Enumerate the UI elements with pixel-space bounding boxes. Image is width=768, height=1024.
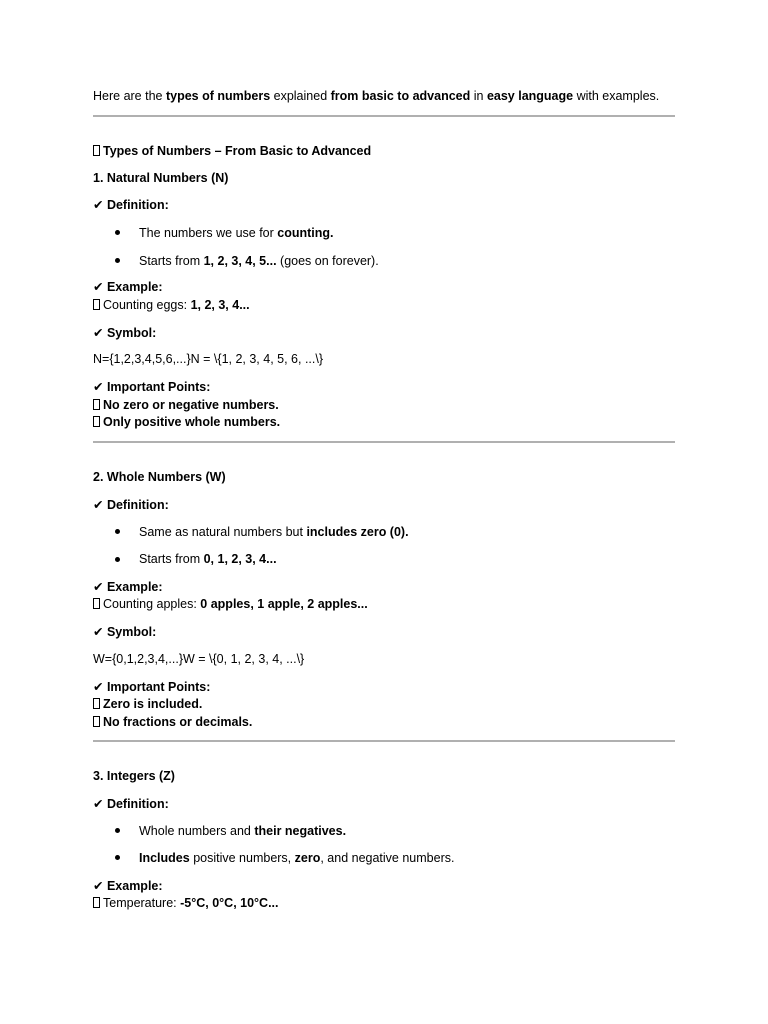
points-label: ✔ Important Points:: [93, 680, 211, 694]
symbol-text: N={1,2,3,4,5,6,...}N = \{1, 2, 3, 4, 5, 6, ...\}: [93, 352, 324, 366]
section-heading: 1. Natural Numbers (N): [93, 171, 229, 185]
intro-emphasis: types of numbers: [165, 89, 271, 103]
missing-glyph-icon: [93, 698, 100, 709]
section-heading: 2. Whole Numbers (W): [93, 470, 226, 484]
intro-emphasis: easy language: [486, 89, 574, 103]
intro-text: in: [470, 89, 487, 103]
intro-text: explained: [270, 89, 331, 103]
list-item: The numbers we use for counting.: [139, 226, 334, 240]
missing-glyph-icon: [93, 416, 100, 427]
missing-glyph-icon: [93, 299, 100, 310]
divider: [93, 115, 675, 117]
definition-label: ✔ Definition:: [93, 498, 169, 512]
list-item: Same as natural numbers but includes zero (0).: [139, 525, 409, 539]
list-item: Starts from 0, 1, 2, 3, 4...: [139, 552, 277, 566]
definition-label: ✔ Definition:: [93, 198, 169, 212]
bullet-icon: [115, 855, 120, 860]
intro-text: with examples.: [573, 89, 660, 103]
point-item: No fractions or decimals.: [93, 714, 252, 730]
bullet-icon: [115, 258, 120, 263]
intro-paragraph: [93, 88, 659, 104]
symbol-label: ✔ Symbol:: [93, 625, 157, 639]
bullet-icon: [115, 557, 120, 562]
point-item: Only positive whole numbers.: [93, 414, 280, 430]
bullet-icon: [115, 230, 120, 235]
missing-glyph-icon: [93, 716, 100, 727]
example-text: Counting eggs: 1, 2, 3, 4...: [93, 297, 250, 313]
document-title: [93, 143, 371, 159]
list-item: Includes positive numbers, zero, and negative numbers.: [139, 851, 455, 865]
missing-glyph-icon: [93, 399, 100, 410]
section-heading: 3. Integers (Z): [93, 769, 175, 783]
intro-text: Here are the: [93, 89, 166, 103]
bullet-icon: [115, 828, 120, 833]
missing-glyph-icon: [93, 145, 100, 156]
example-text: Temperature: -5°C, 0°C, 10°C...: [93, 895, 278, 911]
point-item: No zero or negative numbers.: [93, 397, 279, 413]
example-text: Counting apples: 0 apples, 1 apple, 2 apples...: [93, 596, 368, 612]
missing-glyph-icon: [93, 598, 100, 609]
symbol-text: W={0,1,2,3,4,...}W = \{0, 1, 2, 3, 4, ...\}: [93, 652, 305, 666]
example-label: ✔ Example:: [93, 280, 163, 294]
divider: [93, 740, 675, 742]
example-label: ✔ Example:: [93, 879, 163, 893]
intro-emphasis: from basic to advanced: [330, 89, 471, 103]
missing-glyph-icon: [93, 897, 100, 908]
points-label: ✔ Important Points:: [93, 380, 211, 394]
bullet-icon: [115, 529, 120, 534]
title-text: Types of Numbers – From Basic to Advanced: [103, 144, 372, 158]
list-item: Starts from 1, 2, 3, 4, 5... (goes on forever).: [139, 254, 379, 268]
example-label: ✔ Example:: [93, 580, 163, 594]
definition-label: ✔ Definition:: [93, 797, 169, 811]
point-item: Zero is included.: [93, 696, 202, 712]
divider: [93, 441, 675, 443]
symbol-label: ✔ Symbol:: [93, 326, 157, 340]
list-item: Whole numbers and their negatives.: [139, 824, 347, 838]
